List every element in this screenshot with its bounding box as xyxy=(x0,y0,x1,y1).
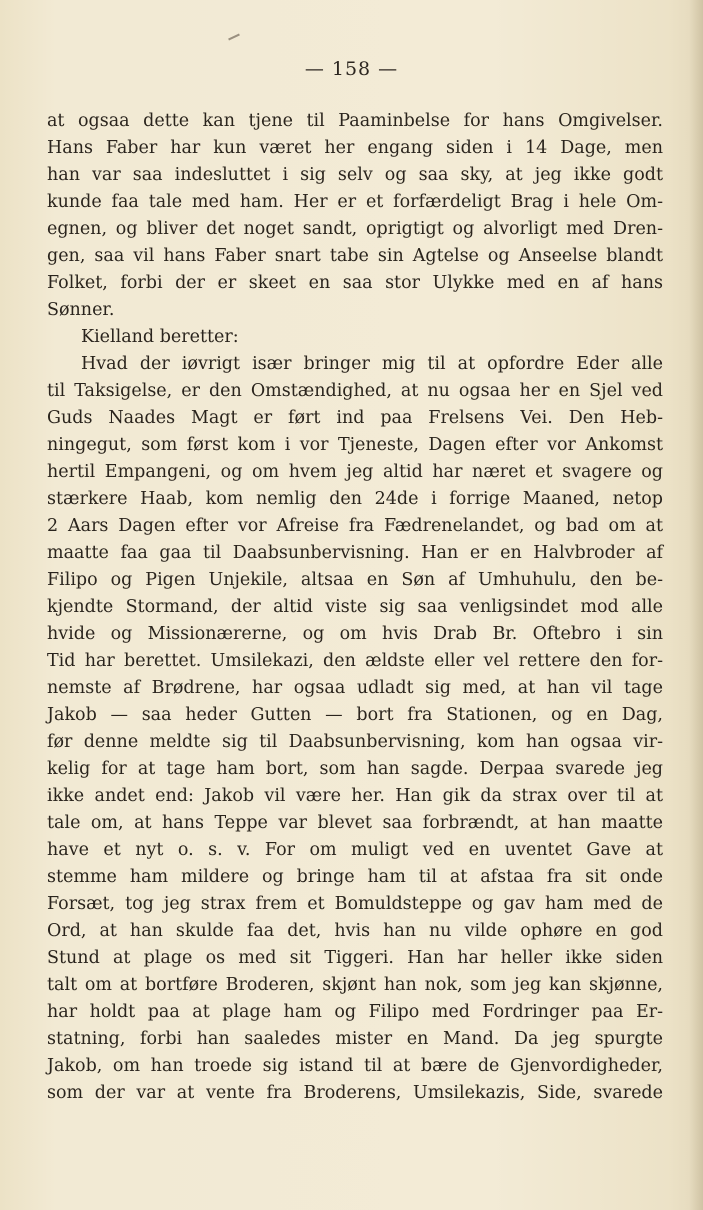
text-line: at ogsaa dette kan tjene til Paaminbelse for hans Omgivelser. xyxy=(47,111,663,131)
text-line: før denne meldte sig til Daabsunbervisning, kom han ogsaa vir- xyxy=(47,732,663,752)
text-line: gen, saa vil hans Faber snart tabe sin Agtelse og Anseelse blandt xyxy=(47,246,663,266)
text-line: som der var at vente fra Broderens, Umsilekazis, Side, svarede xyxy=(47,1083,663,1103)
text-line: 2 Aars Dagen efter vor Afreise fra Fædrenelandet, og bad om at xyxy=(47,516,663,536)
page-number: — 158 — xyxy=(304,58,399,80)
text-line: nemste af Brødrene, har ogsaa udladt sig med, at han vil tage xyxy=(47,678,663,698)
text-line: Filipo og Pigen Unjekile, altsaa en Søn af Umhuhulu, den be- xyxy=(47,570,663,590)
paragraph-heading: Kielland beretter: xyxy=(81,327,239,347)
text-line: Tid har berettet. Umsilekazi, den ældste eller vel rettere den for- xyxy=(47,651,663,671)
text-line: Forsæt, tog jeg strax frem et Bomuldsteppe og gav ham med de xyxy=(47,894,663,914)
text-line: til Taksigelse, er den Omstændighed, at nu ogsaa her en Sjel ved xyxy=(47,381,663,401)
text-line: ningegut, som først kom i vor Tjeneste, Dagen efter vor Ankomst xyxy=(47,435,663,455)
text-line: Guds Naades Magt er ført ind paa Frelsens Vei. Den Heb- xyxy=(47,408,663,428)
text-line: kunde faa tale med ham. Her er et forfærdeligt Brag i hele Om- xyxy=(47,192,663,212)
text-line: Stund at plage os med sit Tiggeri. Han har heller ikke siden xyxy=(47,948,663,968)
text-line: have et nyt o. s. v. For om muligt ved en uventet Gave at xyxy=(47,840,663,860)
text-line: stærkere Haab, kom nemlig den 24de i forrige Maaned, netop xyxy=(47,489,663,509)
text-line: har holdt paa at plage ham og Filipo med Fordringer paa Er- xyxy=(47,1002,663,1022)
text-line: ikke andet end: Jakob vil være her. Han gik da strax over til at xyxy=(47,786,663,806)
text-line: talt om at bortføre Broderen, skjønt han nok, som jeg kan skjønne, xyxy=(47,975,663,995)
page-blemish xyxy=(228,34,240,41)
text-line: tale om, at hans Teppe var blevet saa forbrændt, at han maatte xyxy=(47,813,663,833)
text-line: maatte faa gaa til Daabsunbervisning. Han er en Halvbroder af xyxy=(47,543,663,563)
text-line: kjendte Stormand, der altid viste sig saa venligsindet mod alle xyxy=(47,597,663,617)
body-text xyxy=(47,108,663,1107)
page-edge-shadow xyxy=(689,0,703,1210)
text-line: kelig for at tage ham bort, som han sagde. Derpaa svarede jeg xyxy=(47,759,663,779)
text-line: han var saa indesluttet i sig selv og saa sky, at jeg ikke godt xyxy=(47,165,663,185)
text-line: Ord, at han skulde faa det, hvis han nu vilde ophøre en god xyxy=(47,921,663,941)
text-line: Jakob — saa heder Gutten — bort fra Stationen, og en Dag, xyxy=(47,705,663,725)
text-line: Folket, forbi der er skeet en saa stor Ulykke med en af hans xyxy=(47,273,663,293)
text-line: Hans Faber har kun været her engang siden i 14 Dage, men xyxy=(47,138,663,158)
text-line: Jakob, om han troede sig istand til at bære de Gjenvordigheder, xyxy=(47,1056,663,1076)
text-line: hertil Empangeni, og om hvem jeg altid har næret et svagere og xyxy=(47,462,663,482)
text-line: Hvad der iøvrigt især bringer mig til at opfordre Eder alle xyxy=(81,354,663,374)
text-line: Sønner. xyxy=(47,300,115,320)
text-line: stemme ham mildere og bringe ham til at afstaa fra sit onde xyxy=(47,867,663,887)
text-line: egnen, og bliver det noget sandt, oprigtigt og alvorligt med Dren- xyxy=(47,219,663,239)
text-line: statning, forbi han saaledes mister en Mand. Da jeg spurgte xyxy=(47,1029,663,1049)
text-line: hvide og Missionærerne, og om hvis Drab Br. Oftebro i sin xyxy=(47,624,663,644)
